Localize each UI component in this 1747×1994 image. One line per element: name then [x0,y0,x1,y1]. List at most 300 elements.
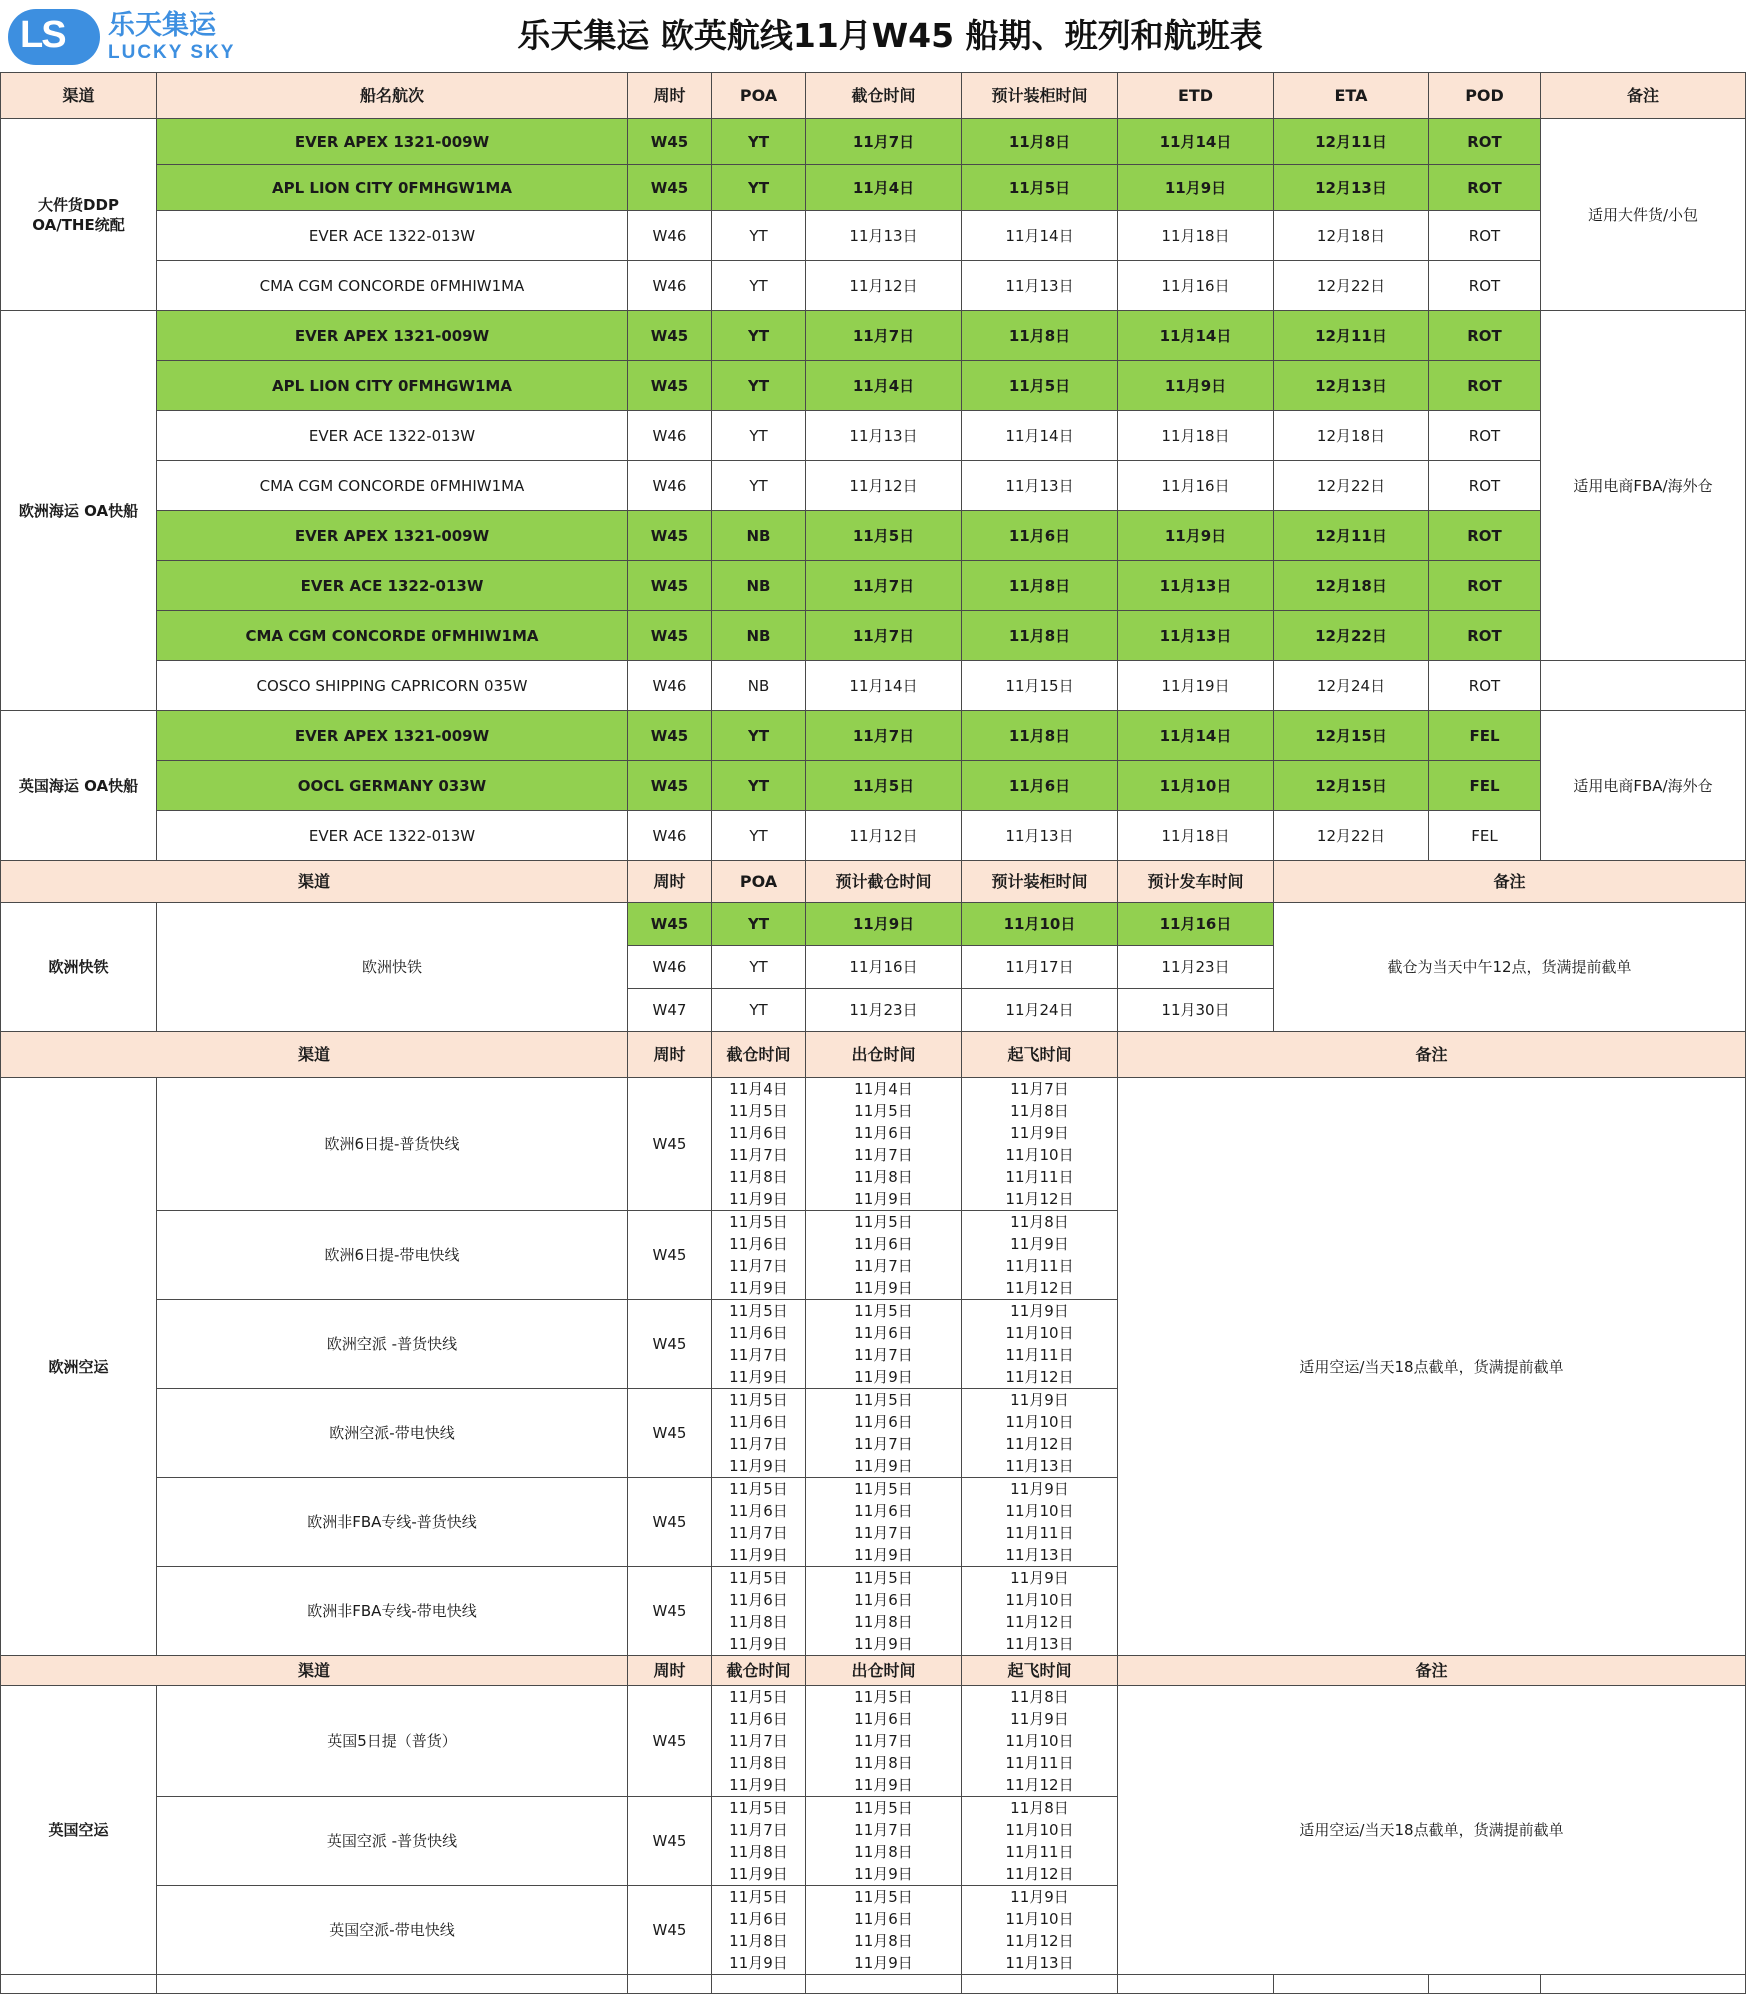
date-item: 11月4日 [729,1080,788,1098]
col-header-takeoff: 起飞时间 [962,1032,1118,1078]
line-name-cell: 欧洲6日提-普货快线 [157,1078,628,1211]
eta-cell: 12月15日 [1274,711,1429,761]
col-header-week: 周时 [628,1032,712,1078]
company-logo [8,7,248,65]
week-cell: W46 [628,661,712,711]
date-item: 11月8日 [854,1843,913,1861]
line-name-cell: 英国空派-带电快线 [157,1886,628,1975]
loading-cell: 11月8日 [962,611,1118,661]
channel-cell: 英国空运 [1,1686,157,1975]
date-item: 11月7日 [854,1257,913,1275]
date-item: 11月8日 [729,1843,788,1861]
logo-glyph: LS [20,14,65,56]
table-row [1,661,1746,711]
week-cell: W45 [628,511,712,561]
col-header-week: 周时 [628,1656,712,1686]
blank-cell [1,1975,157,1994]
takeoff-list [962,1567,1118,1656]
pod-cell: ROT [1429,461,1541,511]
cutoff-cell: 11月7日 [806,711,962,761]
date-item: 11月8日 [729,1754,788,1772]
col-header-outbound: 出仓时间 [806,1656,962,1686]
cutoff-cell: 11月16日 [806,946,962,989]
cutoff-cell: 11月5日 [806,761,962,811]
date-item: 11月10日 [1005,1591,1074,1609]
takeoff-list [962,1211,1118,1300]
logo-english-name: LUCKY SKY [108,42,236,63]
loading-cell: 11月6日 [962,511,1118,561]
date-item: 11月11日 [1005,1524,1074,1542]
outbound-list [806,1389,962,1478]
date-item: 11月7日 [729,1146,788,1164]
etd-cell: 11月18日 [1118,211,1274,261]
loading-cell: 11月13日 [962,261,1118,311]
table-row [1,811,1746,861]
channel-cell: 英国海运 OA快船 [1,711,157,861]
date-item: 11月13日 [1005,1546,1074,1564]
col-header-loading: 预计装柜时间 [962,73,1118,119]
date-item: 11月13日 [1005,1457,1074,1475]
vessel-cell: CMA CGM CONCORDE 0FMHIW1MA [157,461,628,511]
col-header-cutoff: 截仓时间 [806,73,962,119]
date-item: 11月6日 [854,1413,913,1431]
loading-cell: 11月10日 [962,903,1118,946]
date-item: 11月9日 [1010,1710,1069,1728]
table-row [1,361,1746,411]
outbound-list [806,1300,962,1389]
rail-header-row [1,861,1746,903]
date-item: 11月6日 [729,1124,788,1142]
poa-cell: NB [712,511,806,561]
date-item: 11月6日 [729,1502,788,1520]
date-item: 11月7日 [854,1346,913,1364]
table-row [1,711,1746,761]
col-header-note: 备注 [1118,1656,1746,1686]
date-item: 11月5日 [729,1569,788,1587]
eta-cell: 12月13日 [1274,361,1429,411]
outbound-list [806,1886,962,1975]
cutoff-list [712,1886,806,1975]
poa-cell: YT [712,165,806,211]
table-row [1,903,1746,946]
takeoff-list [962,1078,1118,1211]
table-row [1,561,1746,611]
blank-cell [1274,1975,1429,1994]
line-name-cell: 欧洲6日提-带电快线 [157,1211,628,1300]
cutoff-list [712,1389,806,1478]
col-header-etd: ETD [1118,73,1274,119]
loading-cell: 11月5日 [962,361,1118,411]
date-item: 11月6日 [729,1910,788,1928]
page-title: 乐天集运 欧英航线11月W45 船期、班列和航班表 [517,16,1263,55]
poa-cell: NB [712,611,806,661]
poa-cell: YT [712,411,806,461]
date-item: 11月6日 [854,1124,913,1142]
date-item: 11月9日 [729,1457,788,1475]
cutoff-list [712,1478,806,1567]
eta-cell: 12月11日 [1274,119,1429,165]
channel-cell: 欧洲快铁 [1,903,157,1032]
table-row [1,511,1746,561]
date-item: 11月5日 [854,1688,913,1706]
date-item: 11月8日 [729,1932,788,1950]
date-item: 11月7日 [1010,1080,1069,1098]
loading-cell: 11月8日 [962,561,1118,611]
pod-cell: ROT [1429,261,1541,311]
col-header-cutoff: 截仓时间 [712,1032,806,1078]
date-item: 11月6日 [729,1235,788,1253]
col-header-channel: 渠道 [1,1656,628,1686]
date-item: 11月8日 [1010,1102,1069,1120]
poa-cell: YT [712,211,806,261]
date-item: 11月7日 [854,1146,913,1164]
date-item: 11月9日 [729,1368,788,1386]
loading-cell: 11月14日 [962,411,1118,461]
line-name-cell: 欧洲空派-带电快线 [157,1389,628,1478]
date-item: 11月5日 [729,1888,788,1906]
etd-cell: 11月13日 [1118,561,1274,611]
date-item: 11月7日 [854,1732,913,1750]
date-item: 11月12日 [1005,1368,1074,1386]
schedule-table [0,72,1746,1994]
date-item: 11月5日 [729,1480,788,1498]
date-item: 11月10日 [1005,1324,1074,1342]
date-item: 11月8日 [854,1613,913,1631]
poa-cell: YT [712,946,806,989]
week-cell: W45 [628,311,712,361]
date-item: 11月9日 [1010,1235,1069,1253]
date-item: 11月5日 [854,1391,913,1409]
takeoff-list [962,1886,1118,1975]
date-item: 11月7日 [854,1821,913,1839]
col-header-note: 备注 [1118,1032,1746,1078]
date-item: 11月5日 [854,1799,913,1817]
date-item: 11月11日 [1005,1257,1074,1275]
date-item: 11月7日 [854,1435,913,1453]
col-header-vessel: 船名航次 [157,73,628,119]
date-item: 11月8日 [854,1168,913,1186]
vessel-cell: EVER APEX 1321-009W [157,119,628,165]
date-item: 11月8日 [854,1754,913,1772]
note-cell: 适用空运/当天18点截单，货满提前截单 [1118,1686,1746,1975]
note-cell: 适用大件货/小包 [1541,119,1746,311]
etd-cell: 11月18日 [1118,411,1274,461]
date-item: 11月10日 [1005,1502,1074,1520]
table-row [1,311,1746,361]
date-item: 11月13日 [1005,1635,1074,1653]
date-item: 11月11日 [1005,1168,1074,1186]
week-cell: W46 [628,411,712,461]
poa-cell: YT [712,903,806,946]
cutoff-cell: 11月13日 [806,411,962,461]
week-cell: W45 [628,611,712,661]
week-cell: W45 [628,1478,712,1567]
date-item: 11月12日 [1005,1932,1074,1950]
loading-cell: 11月13日 [962,811,1118,861]
date-item: 11月13日 [1005,1954,1074,1972]
week-cell: W45 [628,561,712,611]
col-header-week: 周时 [628,861,712,903]
table-row [1,211,1746,261]
col-header-channel: 渠道 [1,1032,628,1078]
cutoff-cell: 11月14日 [806,661,962,711]
cutoff-cell: 11月7日 [806,611,962,661]
vessel-cell: CMA CGM CONCORDE 0FMHIW1MA [157,261,628,311]
channel-label: OA/THE统配 [32,215,125,234]
logo-chinese-name: 乐天集运 [108,10,216,41]
pod-cell: ROT [1429,611,1541,661]
table-row [1,261,1746,311]
date-item: 11月5日 [729,1213,788,1231]
vessel-cell: APL LION CITY 0FMHGW1MA [157,165,628,211]
etd-cell: 11月14日 [1118,311,1274,361]
date-item: 11月11日 [1005,1843,1074,1861]
eta-cell: 12月11日 [1274,311,1429,361]
date-item: 11月9日 [854,1546,913,1564]
etd-cell: 11月19日 [1118,661,1274,711]
cutoff-cell: 11月4日 [806,361,962,411]
date-item: 11月9日 [729,1546,788,1564]
date-item: 11月12日 [1005,1776,1074,1794]
eta-cell: 12月18日 [1274,411,1429,461]
loading-cell: 11月6日 [962,761,1118,811]
col-header-cutoff: 截仓时间 [712,1656,806,1686]
vessel-cell: EVER ACE 1322-013W [157,561,628,611]
loading-cell: 11月5日 [962,165,1118,211]
cutoff-list [712,1686,806,1797]
date-item: 11月6日 [729,1591,788,1609]
pod-cell: ROT [1429,211,1541,261]
date-item: 11月7日 [729,1821,788,1839]
pod-cell: ROT [1429,661,1541,711]
poa-cell: YT [712,261,806,311]
date-item: 11月9日 [729,1954,788,1972]
date-item: 11月8日 [729,1168,788,1186]
week-cell: W46 [628,946,712,989]
date-item: 11月5日 [854,1213,913,1231]
date-item: 11月9日 [854,1190,913,1208]
date-item: 11月9日 [1010,1480,1069,1498]
etd-cell: 11月14日 [1118,711,1274,761]
note-cell: 适用空运/当天18点截单，货满提前截单 [1118,1078,1746,1656]
date-item: 11月7日 [854,1524,913,1542]
cutoff-cell: 11月12日 [806,261,962,311]
date-item: 11月9日 [1010,1124,1069,1142]
date-item: 11月9日 [854,1457,913,1475]
date-item: 11月8日 [854,1932,913,1950]
week-cell: W46 [628,811,712,861]
vessel-cell: OOCL GERMANY 033W [157,761,628,811]
pod-cell: ROT [1429,361,1541,411]
date-item: 11月10日 [1005,1413,1074,1431]
date-item: 11月6日 [729,1710,788,1728]
blank-cell [806,1975,962,1994]
date-item: 11月9日 [729,1635,788,1653]
date-item: 11月8日 [1010,1213,1069,1231]
line-name-cell: 英国空派 -普货快线 [157,1797,628,1886]
date-item: 11月6日 [854,1235,913,1253]
table-row [1,611,1746,661]
etd-cell: 11月10日 [1118,761,1274,811]
outbound-list [806,1478,962,1567]
col-header-pod: POD [1429,73,1541,119]
cutoff-list [712,1797,806,1886]
col-header-poa: POA [712,861,806,903]
table-row [1,165,1746,211]
eta-cell: 12月15日 [1274,761,1429,811]
loading-cell: 11月8日 [962,711,1118,761]
date-item: 11月5日 [854,1102,913,1120]
channel-cell: 欧洲海运 OA快船 [1,311,157,711]
channel-label: 大件货DDP [38,195,119,214]
table-row [1,461,1746,511]
week-cell: W45 [628,1567,712,1656]
pod-cell: ROT [1429,165,1541,211]
date-item: 11月10日 [1005,1910,1074,1928]
cutoff-cell: 11月7日 [806,311,962,361]
uk-air-header-row [1,1656,1746,1686]
eta-cell: 12月13日 [1274,165,1429,211]
cutoff-cell: 11月7日 [806,561,962,611]
poa-cell: YT [712,361,806,411]
cutoff-list [712,1211,806,1300]
eu-air-header-row [1,1032,1746,1078]
col-header-eta: ETA [1274,73,1429,119]
table-row-blank [1,1975,1746,1994]
date-item: 11月6日 [854,1324,913,1342]
date-item: 11月6日 [729,1324,788,1342]
etd-cell: 11月9日 [1118,165,1274,211]
channel-cell: 欧洲空运 [1,1078,157,1656]
date-item: 11月9日 [854,1368,913,1386]
date-item: 11月9日 [854,1954,913,1972]
col-header-outbound: 出仓时间 [806,1032,962,1078]
poa-cell: YT [712,461,806,511]
col-header-poa: POA [712,73,806,119]
loading-cell: 11月17日 [962,946,1118,989]
note-cell: 截仓为当天中午12点，货满提前截单 [1274,903,1746,1032]
etd-cell: 11月16日 [1118,461,1274,511]
poa-cell: YT [712,761,806,811]
loading-cell: 11月15日 [962,661,1118,711]
date-item: 11月9日 [729,1279,788,1297]
cutoff-cell: 11月13日 [806,211,962,261]
blank-cell [962,1975,1118,1994]
pod-cell: ROT [1429,411,1541,461]
week-cell: W45 [628,361,712,411]
line-name-cell: 欧洲非FBA专线-普货快线 [157,1478,628,1567]
col-header-cutoff: 预计截仓时间 [806,861,962,903]
outbound-list [806,1078,962,1211]
date-item: 11月9日 [729,1776,788,1794]
vessel-cell: EVER APEX 1321-009W [157,311,628,361]
week-cell: W45 [628,1797,712,1886]
date-item: 11月5日 [729,1799,788,1817]
col-header-note: 备注 [1274,861,1746,903]
date-item: 11月11日 [1005,1754,1074,1772]
week-cell: W45 [628,119,712,165]
date-item: 11月12日 [1005,1865,1074,1883]
table-row [1,119,1746,165]
takeoff-list [962,1686,1118,1797]
col-header-note: 备注 [1541,73,1746,119]
date-item: 11月8日 [1010,1799,1069,1817]
col-header-channel: 渠道 [1,73,157,119]
date-item: 11月6日 [854,1910,913,1928]
date-item: 11月11日 [1005,1346,1074,1364]
week-cell: W46 [628,461,712,511]
note-cell: 适用电商FBA/海外仓 [1541,711,1746,861]
vessel-cell: EVER APEX 1321-009W [157,711,628,761]
pod-cell: ROT [1429,119,1541,165]
date-item: 11月7日 [729,1346,788,1364]
date-item: 11月7日 [729,1732,788,1750]
table-row [1,761,1746,811]
pod-cell: FEL [1429,811,1541,861]
date-item: 11月6日 [854,1591,913,1609]
cutoff-cell: 11月12日 [806,461,962,511]
note-cell-empty [1541,661,1746,711]
week-cell: W45 [628,711,712,761]
pod-cell: ROT [1429,511,1541,561]
date-item: 11月9日 [1010,1888,1069,1906]
poa-cell: YT [712,989,806,1032]
line-name-cell: 欧洲空派 -普货快线 [157,1300,628,1389]
etd-cell: 11月9日 [1118,361,1274,411]
eta-cell: 12月18日 [1274,211,1429,261]
outbound-list [806,1567,962,1656]
pod-cell: ROT [1429,561,1541,611]
blank-cell [1118,1975,1274,1994]
cutoff-cell: 11月5日 [806,511,962,561]
blank-cell [157,1975,628,1994]
vessel-cell: EVER ACE 1322-013W [157,411,628,461]
week-cell: W45 [628,1886,712,1975]
week-cell: W47 [628,989,712,1032]
date-item: 11月7日 [729,1524,788,1542]
blank-cell [1429,1975,1541,1994]
cutoff-list [712,1300,806,1389]
week-cell: W46 [628,261,712,311]
date-item: 11月9日 [854,1635,913,1653]
cutoff-cell: 11月4日 [806,165,962,211]
etd-cell: 11月18日 [1118,811,1274,861]
cutoff-cell: 11月9日 [806,903,962,946]
channel-cell [1,119,157,311]
outbound-list [806,1686,962,1797]
eta-cell: 12月22日 [1274,611,1429,661]
date-item: 11月12日 [1005,1435,1074,1453]
date-item: 11月8日 [1010,1688,1069,1706]
loading-cell: 11月14日 [962,211,1118,261]
date-item: 11月12日 [1005,1613,1074,1631]
sea-header-row [1,73,1746,119]
takeoff-list [962,1797,1118,1886]
table-row [1,1078,1746,1211]
pod-cell: ROT [1429,311,1541,361]
date-item: 11月10日 [1005,1146,1074,1164]
vessel-cell: COSCO SHIPPING CAPRICORN 035W [157,661,628,711]
vessel-cell: EVER ACE 1322-013W [157,811,628,861]
date-item: 11月6日 [854,1502,913,1520]
vessel-cell: CMA CGM CONCORDE 0FMHIW1MA [157,611,628,661]
date-item: 11月4日 [854,1080,913,1098]
pod-cell: FEL [1429,711,1541,761]
col-header-takeoff: 起飞时间 [962,1656,1118,1686]
poa-cell: YT [712,119,806,165]
date-item: 11月5日 [729,1391,788,1409]
eta-cell: 12月11日 [1274,511,1429,561]
